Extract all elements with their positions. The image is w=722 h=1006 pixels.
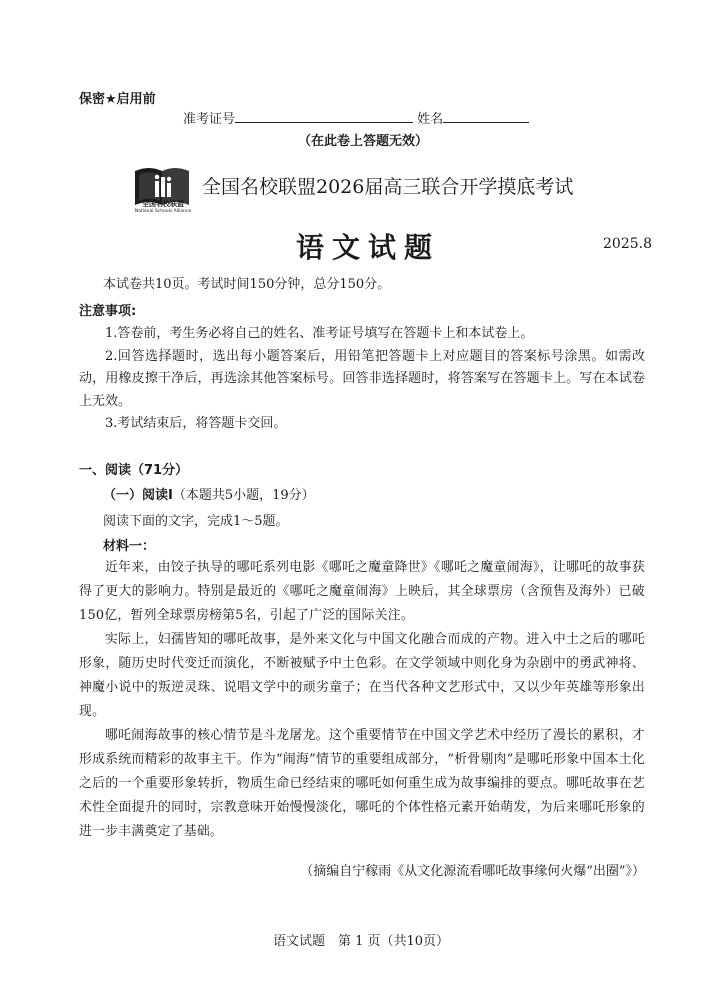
id-blank — [235, 110, 413, 123]
subsection-heading — [103, 484, 315, 503]
invalid-note: （在此卷上答题无效） — [298, 134, 429, 149]
section-heading: 一、阅读（71分） — [79, 463, 189, 478]
material-body — [79, 556, 645, 844]
paragraph: 实际上，妇孺皆知的哪吒故事，是外来文化与中国文化融合而成的产物。进入中土之后的哪吒形象，随历史时代变迁而演化，不断被赋予中土色彩。在文学领域中则化身为杂剧中的勇武神将、神魔小说中的叛逆灵珠、说唱文学中的顽劣童子；在当代各种文艺形式中，又以少年英雄等形象出现。 — [79, 632, 645, 719]
subsection-title: （一）阅读Ⅰ — [103, 488, 173, 503]
notice-item: 2.回答选择题时，选出每小题答案后，用铅笔把答题卡上对应题目的答案标号涂黑。如需改动，用橡皮擦干净后，再选涂其他答案标号。回答非选择题时，将答案写在答题卡上。写在本试卷上无效。 — [79, 348, 645, 409]
paragraph: 近年来，由饺子执导的哪吒系列电影《哪吒之魔童降世》《哪吒之魔童闹海》，让哪吒的故事获得了更大的影响力。特别是最近的《哪吒之魔童闹海》上映后，其全球票房（含预售及海外）已破150亿，暂列全球票房榜第5名，引起了广泛的国际关注。 — [79, 560, 645, 623]
intro-text: 本试卷共10页。考试时间150分钟，总分150分。 — [103, 277, 391, 292]
logo-text-en: National Schools Alliance — [134, 209, 192, 214]
confidential-label: 保密★启用前 — [79, 92, 156, 107]
notice-item: 3.考试结束后，将答题卡交回。 — [105, 416, 287, 431]
paragraph: 哪吒闹海故事的核心情节是斗龙屠龙。这个重要情节在中国文学艺术中经历了漫长的累积，才形成系统而精彩的故事主干。作为“闹海”情节的重要组成部分，“析骨剔肉”是哪吒形象中国本土化之后的一个重要形象转折，物质生命已经结束的哪吒如何重生成为故事编排的要点。哪吒故事在艺术性全面提升的同时，宗教意味开始慢慢淡化，哪吒的个体性格元素开始萌发，为后来哪吒形象的进一步丰满奠定了基础。 — [79, 728, 645, 839]
exam-date: 2025.8 — [603, 236, 652, 252]
name-blank — [443, 110, 529, 123]
name-label: 姓名 — [417, 112, 444, 127]
exam-title: 全国名校联盟2026届高三联合开学摸底考试 — [202, 176, 574, 198]
logo-text-cn: 全国名校联盟 — [142, 200, 184, 208]
material-heading: 材料一： — [103, 539, 156, 554]
page-footer: 语文试题 第 1 页（共10页） — [272, 934, 450, 949]
subsection-note: （本题共5小题，19分） — [172, 488, 315, 503]
id-label: 准考证号 — [183, 112, 236, 127]
notice-item: 1.答卷前，考生务必将自己的姓名、准考证号填写在答题卡上和本试卷上。 — [105, 326, 534, 341]
reading-instruction: 阅读下面的文字，完成1～5题。 — [103, 514, 289, 529]
notice-heading: 注意事项: — [79, 304, 137, 319]
candidate-info-line — [183, 108, 529, 127]
paper-title: 语文试题 — [296, 231, 441, 264]
notice-list — [79, 323, 645, 436]
source-citation: （摘编自宁稼雨《从文化源流看哪吒故事缘何火爆“出圈”》） — [300, 864, 645, 879]
